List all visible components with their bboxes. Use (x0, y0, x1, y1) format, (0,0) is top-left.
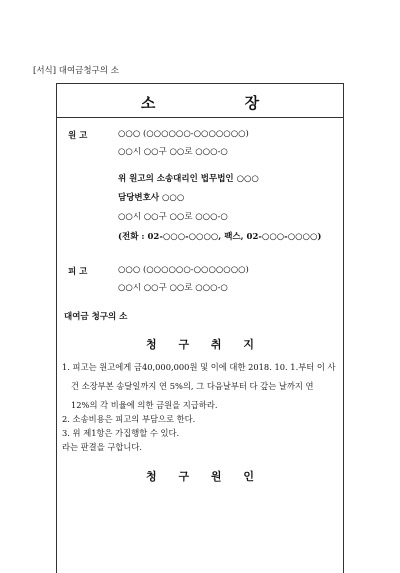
defendant-name: ○○○ (○○○○○○-○○○○○○○) (118, 265, 249, 275)
plaintiff-attorney: 위 원고의 소송대리인 법무법인 ○○○ (118, 174, 259, 184)
attorney-address: ○○시 ○○구 ○○로 ○○○-○ (118, 212, 228, 222)
case-name: 대여금 청구의 소 (64, 312, 128, 322)
form-label: [서식] 대여금청구의 소 (33, 66, 119, 76)
claim-item-1-line-3: 12%의 각 비율에 의한 금원을 지급하라. (71, 400, 218, 410)
plaintiff-name: ○○○ (○○○○○○-○○○○○○○) (118, 129, 249, 139)
claim-item-2: 2. 소송비용은 피고의 부담으로 한다. (62, 414, 196, 424)
claim-list (62, 358, 340, 415)
plaintiff-label: 원 고 (68, 131, 88, 141)
claim-item-1-line-1: 1. 피고는 원고에게 금40,000,000원 및 이에 대한 2018. 10. 1.부터 이 사 (62, 362, 336, 372)
title-divider (57, 117, 343, 118)
attorney-contact: (전화 : 02-○○○-○○○○, 팩스, 02-○○○-○○○○) (118, 232, 322, 242)
document-title: 소 장 (140, 94, 302, 112)
claim-heading: 청 구 취 지 (146, 338, 263, 351)
plaintiff-lawyer: 담당변호사 ○○○ (118, 193, 185, 203)
cause-heading: 청 구 원 인 (146, 470, 263, 483)
defendant-address: ○○시 ○○구 ○○로 ○○○-○ (118, 283, 228, 293)
claim-item-1-line-2: 건 소장부본 송달일까지 연 5%의, 그 다음날부터 다 갚는 날까지 연 (71, 381, 314, 391)
defendant-label: 피 고 (68, 267, 88, 277)
plaintiff-address: ○○시 ○○구 ○○로 ○○○-○ (118, 147, 228, 157)
complaint-document (56, 83, 344, 573)
claim-closing: 라는 판결을 구합니다. (62, 442, 143, 452)
claim-item-3: 3. 위 제1항은 가집행할 수 있다. (62, 428, 180, 438)
